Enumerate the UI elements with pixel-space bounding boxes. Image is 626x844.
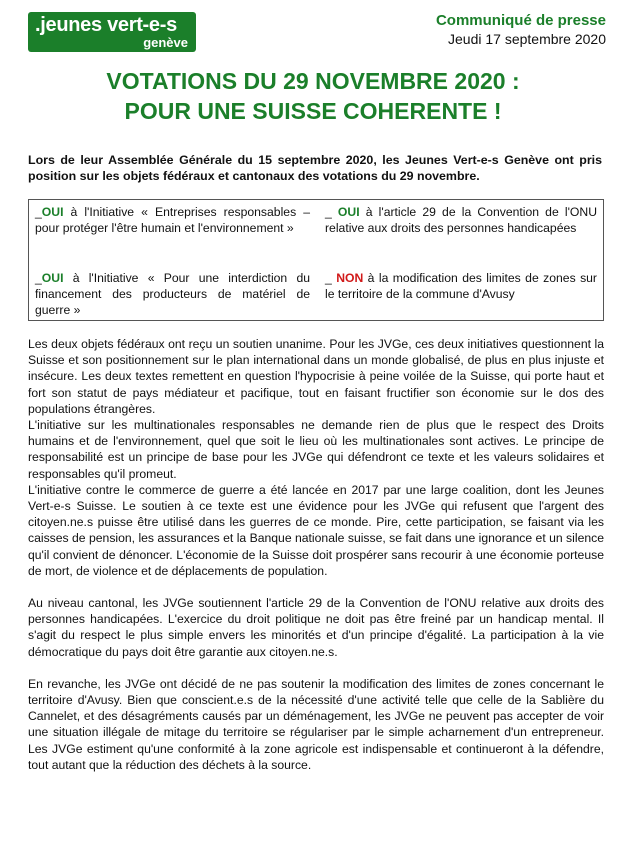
paragraph: En revanche, les JVGe ont décidé de ne pas soutenir la modification des limites de zones concernant le territoire d'Avusy. Bien que conscient.e.s de la nécessité d'une activité telle que celle de la Sablière du Cannelet, et des désagréments causés par un déménagement, les JVGe ne peuvent pas accepter de voir une situation illégale de mitage du territoire se régulariser par le simple acharnement d'un entrepreneur. Les JVGe estiment qu'une conformité à la zone agricole est indispensable et continueront à la défendre, tout autant que la réduction des déchets à la source. bbox=[28, 676, 604, 772]
paragraph: Les deux objets fédéraux ont reçu un soutien unanime. Pour les JVGe, ces deux initiatives questionnent la Suisse et son positionnement sur le plan international dans un monde globalisé, de plus en plus injuste et insécure. Les deux textes remettent en question l'hypocrisie à peine voilée de la Suisse, qui porte haut et fort son statut de pays médiateur et pacifique, tout en faisant fructifier son économie sur le dos des populations étrangères. bbox=[28, 337, 604, 416]
position-item bbox=[325, 204, 597, 236]
position-text: à l'Initiative « Entreprises responsables – pour protéger l'être humain et l'environnement » bbox=[35, 205, 310, 235]
paragraph: L'initiative sur les multinationales responsables ne demande rien de plus que le respect des Droits humains et de l'environnement, quel que soit le lieu où les multinationales sont actives. Le principe de responsabilité est un principe de base pour les JVGe qui défendront ce texte et les valeurs solidaires et responsables qu'il promeut. bbox=[28, 418, 604, 481]
position-item bbox=[35, 270, 310, 318]
vote-yes: OUI bbox=[41, 205, 64, 219]
position-marker: _ bbox=[35, 271, 42, 285]
position-marker: _ bbox=[35, 205, 42, 219]
vote-yes: OUI bbox=[41, 271, 64, 285]
paragraph: L'initiative contre le commerce de guerre a été lancée en 2017 par une large coalition, dont les Jeunes Vert-e-s Suisse. Le soutien à ce texte est une évidence pour les JVGe qui refusent que l'argent des citoyen.ne.s puisse être utilisé dans les guerres de ce monde. Pire, cette participation, se faisant via les caisses de pension, les assurances et la Banque nationale suisse, se fait dans une ignorance et un silence qu'il convient de dénoncer. L'économie de la Suisse doit prospérer sans recourir à une économie porteuse de mort, de violence et de déplacements de population. bbox=[28, 482, 604, 578]
title-line-1: VOTATIONS DU 29 NOVEMBRE 2020 : bbox=[106, 68, 520, 94]
position-item bbox=[325, 270, 597, 302]
position-marker: _ bbox=[325, 271, 337, 285]
press-release-label: Communiqué de presse bbox=[435, 12, 606, 29]
title-line-2: POUR UNE SUISSE COHERENTE ! bbox=[124, 98, 502, 124]
position-text: à l'article 29 de la Convention de l'ONU relative aux droits des personnes handicapées bbox=[325, 205, 597, 235]
position-marker: _ bbox=[325, 205, 338, 219]
press-release-date: Jeudi 17 septembre 2020 bbox=[448, 31, 606, 47]
vote-yes: OUI bbox=[337, 205, 360, 219]
page-title bbox=[20, 66, 606, 126]
logo-wordmark: .jeunes vert-e-s bbox=[35, 14, 177, 36]
position-text: à l'Initiative « Pour une interdiction du financement des producteurs de matériel de guerre » bbox=[35, 271, 310, 317]
press-release-header bbox=[436, 12, 606, 48]
body-text bbox=[28, 336, 604, 773]
vote-positions-box bbox=[28, 199, 604, 321]
jvge-logo bbox=[28, 12, 196, 52]
lead-paragraph: Lors de leur Assemblée Générale du 15 septembre 2020, les Jeunes Vert-e-s Genève ont pris position sur les objets fédéraux et cantonaux des votations du 29 novembre. bbox=[28, 153, 602, 183]
position-text: à la modification des limites de zones sur le territoire de la commune d'Avusy bbox=[325, 271, 597, 301]
vote-no: NON bbox=[336, 271, 364, 285]
position-item bbox=[35, 204, 310, 236]
paragraph: Au niveau cantonal, les JVGe soutiennent l'article 29 de la Convention de l'ONU relative aux droits des personnes handicapées. L'exercice du droit politique ne doit pas être freiné par un handicap mental. Il s'agit du respect le plus simple envers les minorités et d'un principe d'égalité. La participation à la vie démocratique du pays doit être garantie aux citoyen.ne.s. bbox=[28, 596, 604, 659]
logo-city: genève bbox=[143, 35, 188, 50]
